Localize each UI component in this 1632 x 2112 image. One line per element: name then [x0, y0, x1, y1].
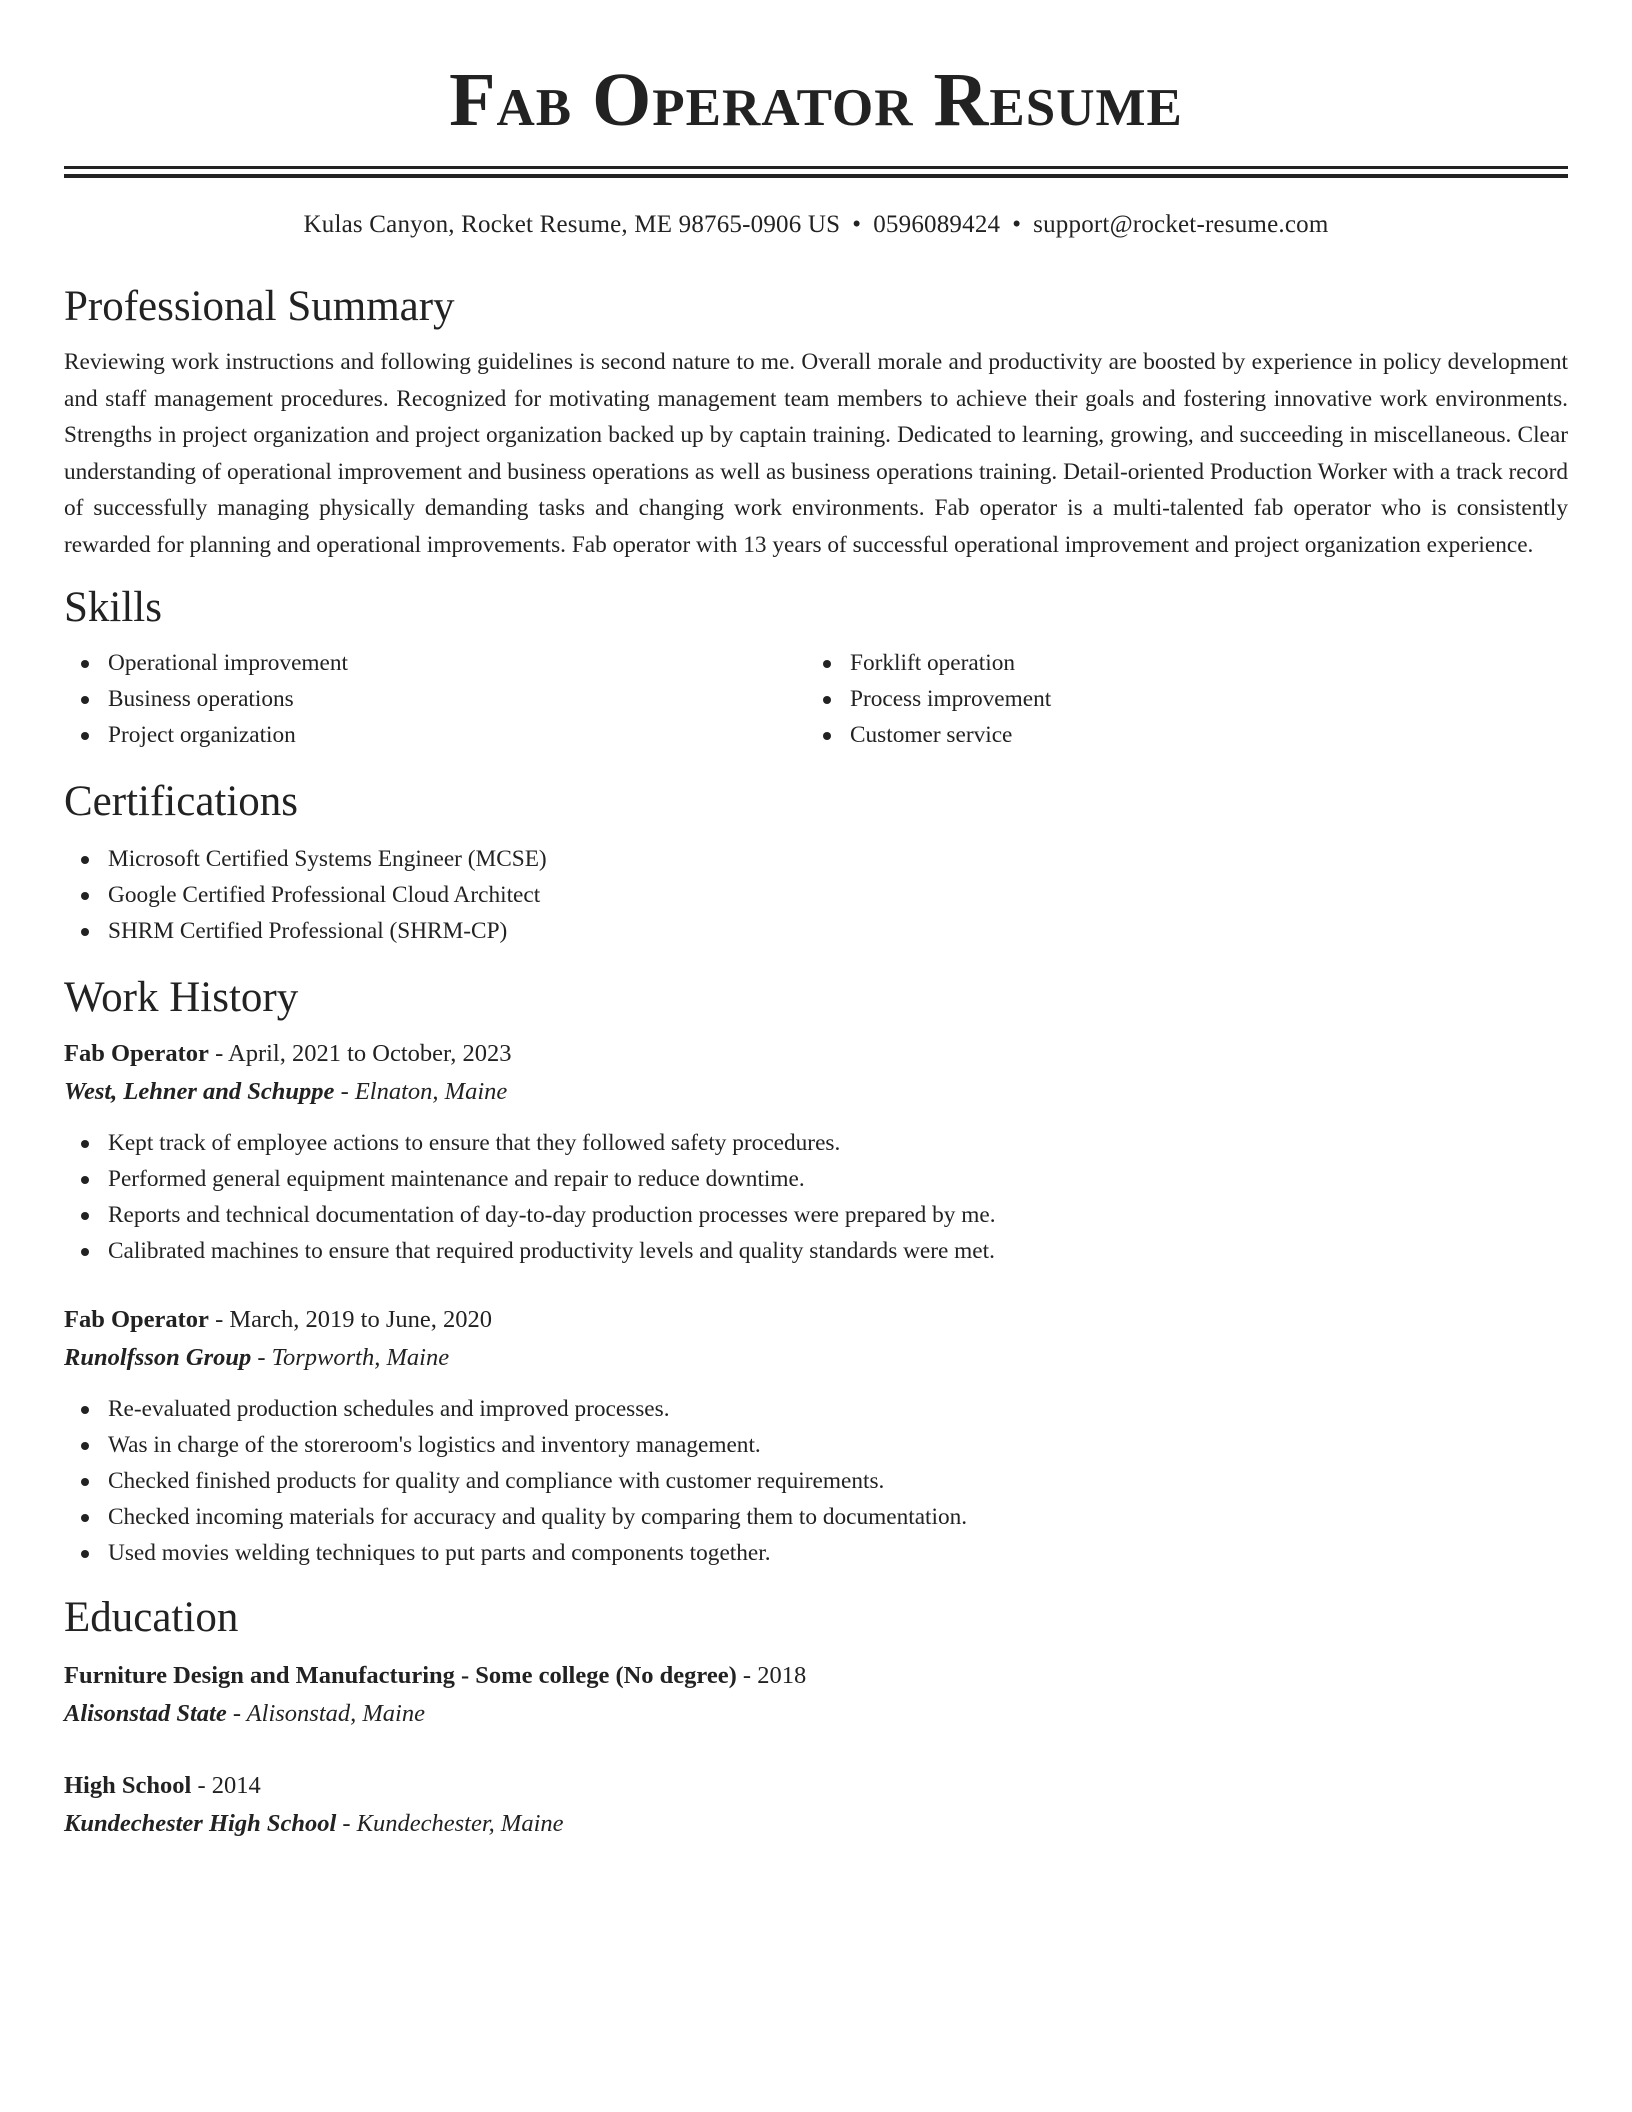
job-duties-list: [64, 1391, 1568, 1571]
certification-item: SHRM Certified Professional (SHRM-CP): [64, 913, 1568, 949]
education-institution: [64, 1805, 1568, 1843]
skills-grid: [64, 645, 1568, 753]
education-location: - Kundechester, Maine: [336, 1810, 564, 1837]
skills-right-column: [806, 645, 1548, 753]
education-year: - 2014: [191, 1772, 261, 1799]
skill-item: Forklift operation: [806, 645, 1548, 681]
job-dates: - March, 2019 to June, 2020: [208, 1306, 493, 1333]
job-duty-item: Was in charge of the storeroom's logistics and inventory management.: [64, 1427, 1568, 1463]
job-title: Fab Operator: [64, 1306, 209, 1333]
job-location: - Elnaton, Maine: [334, 1078, 508, 1105]
work-history-heading: Work History: [64, 974, 299, 1021]
skill-item: Project organization: [64, 717, 806, 753]
certification-item: Microsoft Certified Systems Engineer (MCSE): [64, 841, 1568, 877]
resume-page: [64, 0, 1568, 1843]
certification-item: Google Certified Professional Cloud Architect: [64, 877, 1568, 913]
job-entry: [64, 1301, 1568, 1571]
education-location: - Alisonstad, Maine: [226, 1700, 425, 1727]
summary-heading: Professional Summary: [64, 283, 455, 330]
job-duty-item: Checked finished products for quality and compliance with customer requirements.: [64, 1463, 1568, 1499]
education-entry: [64, 1657, 1568, 1733]
job-location: - Torpworth, Maine: [251, 1344, 450, 1371]
job-employer: [64, 1073, 1568, 1111]
title-divider-thin: [64, 174, 1568, 178]
job-duties-list: [64, 1125, 1568, 1269]
certifications-heading: Certifications: [64, 778, 299, 825]
summary-text: Reviewing work instructions and following guidelines is second nature to me. Overall morale and productivity are boosted by experience in policy development and staff management procedures. Recognized for motivating management team members to achieve their goals and fostering innovative work environments. Strengths in project organization and project organization backed up by captain training. Dedicated to learning, growing, and succeeding in miscellaneous. Clear understanding of operational improvement and business operations as well as business operations training. Detail-oriented Production Worker with a track record of successfully managing physically demanding tasks and changing work environments. Fab operator is a multi-talented fab operator who is consistently rewarded for planning and operational improvements. Fab operator with 13 years of successful operational improvement and project organization experience.: [64, 349, 1568, 558]
skills-left-column: [64, 645, 806, 753]
education-year: - 2018: [736, 1662, 807, 1689]
resume-title: Fab Operator Resume: [449, 58, 1183, 142]
skill-item: Business operations: [64, 681, 806, 717]
job-dates: - April, 2021 to October, 2023: [208, 1040, 512, 1067]
education-school: Kundechester High School: [64, 1810, 337, 1837]
education-institution: [64, 1695, 1568, 1733]
job-duty-item: Used movies welding techniques to put parts and components together.: [64, 1535, 1568, 1571]
job-title: Fab Operator: [64, 1040, 209, 1067]
skill-item: Customer service: [806, 717, 1548, 753]
job-duty-item: Re-evaluated production schedules and improved processes.: [64, 1391, 1568, 1427]
education-heading: Education: [64, 1594, 239, 1641]
job-company: Runolfsson Group: [64, 1344, 252, 1371]
contact-separator: •: [1012, 211, 1022, 238]
job-duty-item: Checked incoming materials for accuracy and quality by comparing them to documentation.: [64, 1499, 1568, 1535]
skills-heading: Skills: [64, 584, 162, 631]
education-header: [64, 1767, 1568, 1805]
job-entry: [64, 1035, 1568, 1269]
job-duty-item: Kept track of employee actions to ensure that they followed safety procedures.: [64, 1125, 1568, 1161]
education-degree: Furniture Design and Manufacturing - Some college (No degree): [64, 1662, 737, 1689]
skill-item: Operational improvement: [64, 645, 806, 681]
education-header: [64, 1657, 1568, 1695]
contact-phone: 0596089424: [873, 211, 1001, 238]
contact-separator: •: [852, 211, 862, 238]
education-school: Alisonstad State: [64, 1700, 227, 1727]
job-company: West, Lehner and Schuppe: [64, 1078, 335, 1105]
education-entry: [64, 1767, 1568, 1843]
job-header: [64, 1301, 1568, 1339]
skill-item: Process improvement: [806, 681, 1548, 717]
job-employer: [64, 1339, 1568, 1377]
education-degree: High School: [64, 1772, 192, 1799]
contact-email[interactable]: support@rocket-resume.com: [1033, 211, 1329, 238]
certifications-list: [64, 841, 1568, 949]
title-divider-thick: [64, 166, 1568, 169]
job-duty-item: Calibrated machines to ensure that required productivity levels and quality standards were met.: [64, 1233, 1568, 1269]
job-duty-item: Reports and technical documentation of day-to-day production processes were prepared by me.: [64, 1197, 1568, 1233]
job-header: [64, 1035, 1568, 1073]
contact-address: Kulas Canyon, Rocket Resume, ME 98765-0906 US: [303, 211, 841, 238]
contact-line: [64, 210, 1568, 240]
job-duty-item: Performed general equipment maintenance and repair to reduce downtime.: [64, 1161, 1568, 1197]
